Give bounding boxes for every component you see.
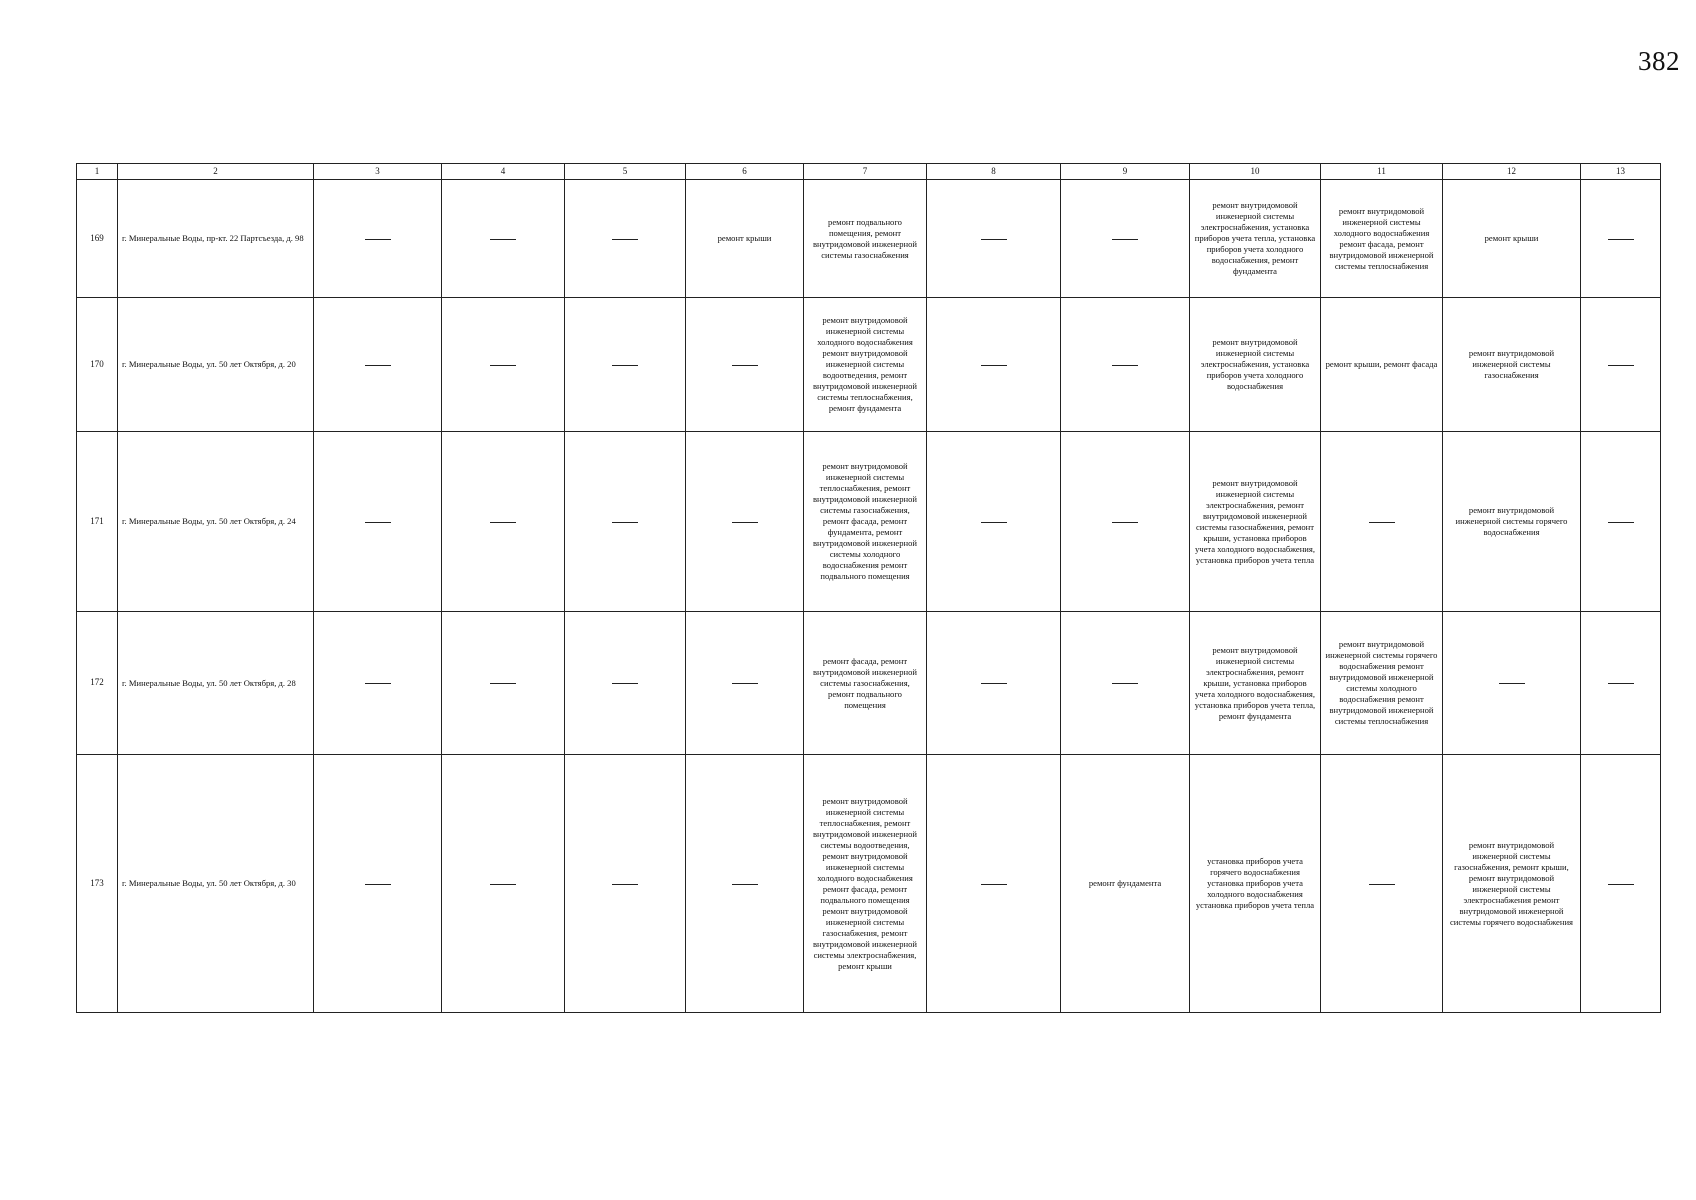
cell-text: ремонт внутридомовой инженерной системы газоснабжения, ремонт крыши, ремонт внутридомовой инженерной системы электроснабжения ремонт внутридомовой инженерной системы горячего водоснабжения — [1449, 839, 1573, 927]
col-header-9: 9 — [1061, 164, 1190, 180]
address-cell: г. Минеральные Воды, ул. 50 лет Октября, д. 24 — [118, 432, 314, 612]
cell-12 — [1443, 612, 1581, 755]
cell-text: ремонт внутридомовой инженерной системы электроснабжения, установка приборов учета холодного водоснабжения — [1200, 337, 1310, 391]
page-number: 382 — [1638, 46, 1680, 76]
cell-7 — [804, 755, 927, 1013]
col-header-1: 1 — [77, 164, 118, 180]
cell-text: ремонт крыши, ремонт фасада — [1325, 359, 1438, 369]
cell-4 — [442, 432, 565, 612]
dash-mark — [612, 239, 638, 240]
cell-12 — [1443, 755, 1581, 1013]
dash-mark — [490, 522, 516, 523]
cell-text: ремонт внутридомовой инженерной системы горячего водоснабжения — [1455, 505, 1568, 537]
cell-text: ремонт внутридомовой инженерной системы теплоснабжения, ремонт внутридомовой инженерной системы водоотведения, ремонт внутридомовой инженерной системы холодного водоснабжения ремонт фасада, ремонт подвального помещения ремонт внутридомовой инженерной системы газоснабжения, ремонт внутридомовой инженерной системы электроснабжения, ремонт крыши — [812, 795, 918, 971]
cell-6 — [686, 298, 804, 432]
col-header-10: 10 — [1190, 164, 1321, 180]
row-number: 172 — [77, 612, 118, 755]
cell-11 — [1321, 612, 1443, 755]
cell-text: ремонт крыши — [717, 233, 772, 243]
cell-4 — [442, 612, 565, 755]
cell-6 — [686, 180, 804, 298]
table-row — [77, 298, 1661, 432]
cell-3 — [314, 755, 442, 1013]
cell-9 — [1061, 180, 1190, 298]
cell-3 — [314, 298, 442, 432]
cell-9 — [1061, 612, 1190, 755]
cell-7 — [804, 432, 927, 612]
dash-mark — [365, 239, 391, 240]
dash-mark — [732, 884, 758, 885]
dash-mark — [1608, 522, 1634, 523]
address-cell: г. Минеральные Воды, ул. 50 лет Октября, д. 30 — [118, 755, 314, 1013]
dash-mark — [490, 683, 516, 684]
dash-mark — [732, 522, 758, 523]
cell-13 — [1581, 298, 1661, 432]
dash-mark — [1608, 365, 1634, 366]
cell-text: установка приборов учета горячего водоснабжения установка приборов учета холодного водоснабжения установка приборов учета тепла — [1195, 856, 1315, 910]
cell-4 — [442, 298, 565, 432]
cell-7 — [804, 298, 927, 432]
cell-13 — [1581, 755, 1661, 1013]
cell-12 — [1443, 432, 1581, 612]
col-header-8: 8 — [927, 164, 1061, 180]
dash-mark — [981, 239, 1007, 240]
col-header-6: 6 — [686, 164, 804, 180]
dash-mark — [981, 522, 1007, 523]
cell-12 — [1443, 180, 1581, 298]
row-number: 170 — [77, 298, 118, 432]
dash-mark — [490, 365, 516, 366]
dash-mark — [612, 683, 638, 684]
cell-11 — [1321, 180, 1443, 298]
cell-11 — [1321, 755, 1443, 1013]
dash-mark — [612, 522, 638, 523]
cell-6 — [686, 755, 804, 1013]
cell-5 — [565, 298, 686, 432]
cell-text: ремонт внутридомовой инженерной системы теплоснабжения, ремонт внутридомовой инженерной системы газоснабжения, ремонт фасада, ремонт фундамента, ремонт внутридомовой инженерной системы холодного водоснабжения ремонт подвального помещения — [812, 461, 918, 581]
dash-mark — [365, 884, 391, 885]
dash-mark — [365, 683, 391, 684]
cell-10 — [1190, 180, 1321, 298]
table-row — [77, 612, 1661, 755]
cell-10 — [1190, 432, 1321, 612]
row-number: 173 — [77, 755, 118, 1013]
cell-text: ремонт внутридомовой инженерной системы горячего водоснабжения ремонт внутридомовой инженерной системы холодного водоснабжения ремонт внутридомовой инженерной системы теплоснабжения — [1325, 639, 1438, 726]
cell-8 — [927, 612, 1061, 755]
col-header-5: 5 — [565, 164, 686, 180]
cell-9 — [1061, 432, 1190, 612]
row-number: 169 — [77, 180, 118, 298]
cell-8 — [927, 180, 1061, 298]
cell-4 — [442, 755, 565, 1013]
dash-mark — [1112, 683, 1138, 684]
cell-11 — [1321, 432, 1443, 612]
cell-4 — [442, 180, 565, 298]
col-header-11: 11 — [1321, 164, 1443, 180]
dash-mark — [1608, 683, 1634, 684]
dash-mark — [1608, 239, 1634, 240]
dash-mark — [981, 365, 1007, 366]
dash-mark — [612, 884, 638, 885]
cell-13 — [1581, 612, 1661, 755]
cell-text: ремонт внутридомовой инженерной системы холодного водоснабжения ремонт внутридомовой инженерной системы водоотведения, ремонт внутридомовой инженерной системы теплоснабжения, ремонт фундамента — [812, 315, 918, 413]
cell-3 — [314, 432, 442, 612]
dash-mark — [732, 683, 758, 684]
col-header-3: 3 — [314, 164, 442, 180]
dash-mark — [365, 365, 391, 366]
cell-5 — [565, 612, 686, 755]
cell-7 — [804, 180, 927, 298]
dash-mark — [1608, 884, 1634, 885]
cell-11 — [1321, 298, 1443, 432]
cell-12 — [1443, 298, 1581, 432]
dash-mark — [1369, 522, 1395, 523]
cell-text: ремонт внутридомовой инженерной системы газоснабжения — [1468, 348, 1555, 380]
dash-mark — [1499, 683, 1525, 684]
cell-text: ремонт внутридомовой инженерной системы холодного водоснабжения ремонт фасада, ремонт внутридомовой инженерной системы теплоснабжения — [1329, 205, 1434, 271]
repair-schedule-table — [76, 163, 1661, 1013]
table-row — [77, 432, 1661, 612]
col-header-13: 13 — [1581, 164, 1661, 180]
cell-13 — [1581, 180, 1661, 298]
cell-3 — [314, 180, 442, 298]
table-row — [77, 180, 1661, 298]
header-row — [77, 164, 1661, 180]
table-row — [77, 755, 1661, 1013]
dash-mark — [1112, 522, 1138, 523]
cell-text: ремонт фундамента — [1088, 878, 1162, 888]
cell-7 — [804, 612, 927, 755]
cell-8 — [927, 432, 1061, 612]
cell-13 — [1581, 432, 1661, 612]
address-cell: г. Минеральные Воды, ул. 50 лет Октября, д. 28 — [118, 612, 314, 755]
col-header-4: 4 — [442, 164, 565, 180]
cell-8 — [927, 298, 1061, 432]
cell-text: ремонт фасада, ремонт внутридомовой инженерной системы газоснабжения, ремонт подвального помещения — [812, 655, 918, 710]
address-cell: г. Минеральные Воды, ул. 50 лет Октября, д. 20 — [118, 298, 314, 432]
dash-mark — [732, 365, 758, 366]
dash-mark — [1369, 884, 1395, 885]
cell-3 — [314, 612, 442, 755]
cell-text: ремонт крыши — [1484, 233, 1539, 243]
dash-mark — [490, 884, 516, 885]
address-cell: г. Минеральные Воды, пр-кт. 22 Партсъезда, д. 98 — [118, 180, 314, 298]
dash-mark — [1112, 365, 1138, 366]
dash-mark — [490, 239, 516, 240]
cell-10 — [1190, 298, 1321, 432]
col-header-2: 2 — [118, 164, 314, 180]
cell-5 — [565, 432, 686, 612]
cell-10 — [1190, 755, 1321, 1013]
table-body — [77, 180, 1661, 1013]
cell-9 — [1061, 298, 1190, 432]
cell-text: ремонт внутридомовой инженерной системы электроснабжения, установка приборов учета тепла, установка приборов учета холодного водоснабжения, ремонт фундамента — [1194, 200, 1316, 276]
cell-8 — [927, 755, 1061, 1013]
dash-mark — [612, 365, 638, 366]
cell-5 — [565, 180, 686, 298]
cell-text: ремонт подвального помещения, ремонт внутридомовой инженерной системы газоснабжения — [812, 216, 918, 260]
dash-mark — [981, 683, 1007, 684]
cell-text: ремонт внутридомовой инженерной системы электроснабжения, ремонт крыши, установка приборов учета холодного водоснабжения, установка приборов учета тепла, ремонт фундамента — [1194, 644, 1316, 721]
cell-5 — [565, 755, 686, 1013]
col-header-12: 12 — [1443, 164, 1581, 180]
col-header-7: 7 — [804, 164, 927, 180]
cell-text: ремонт внутридомовой инженерной системы электроснабжения, ремонт внутридомовой инженерной системы газоснабжения, ремонт крыши, установка приборов учета холодного водоснабжения, установка приборов учета тепла — [1194, 477, 1316, 565]
cell-6 — [686, 612, 804, 755]
cell-9 — [1061, 755, 1190, 1013]
cell-10 — [1190, 612, 1321, 755]
row-number: 171 — [77, 432, 118, 612]
cell-6 — [686, 432, 804, 612]
dash-mark — [981, 884, 1007, 885]
dash-mark — [1112, 239, 1138, 240]
dash-mark — [365, 522, 391, 523]
